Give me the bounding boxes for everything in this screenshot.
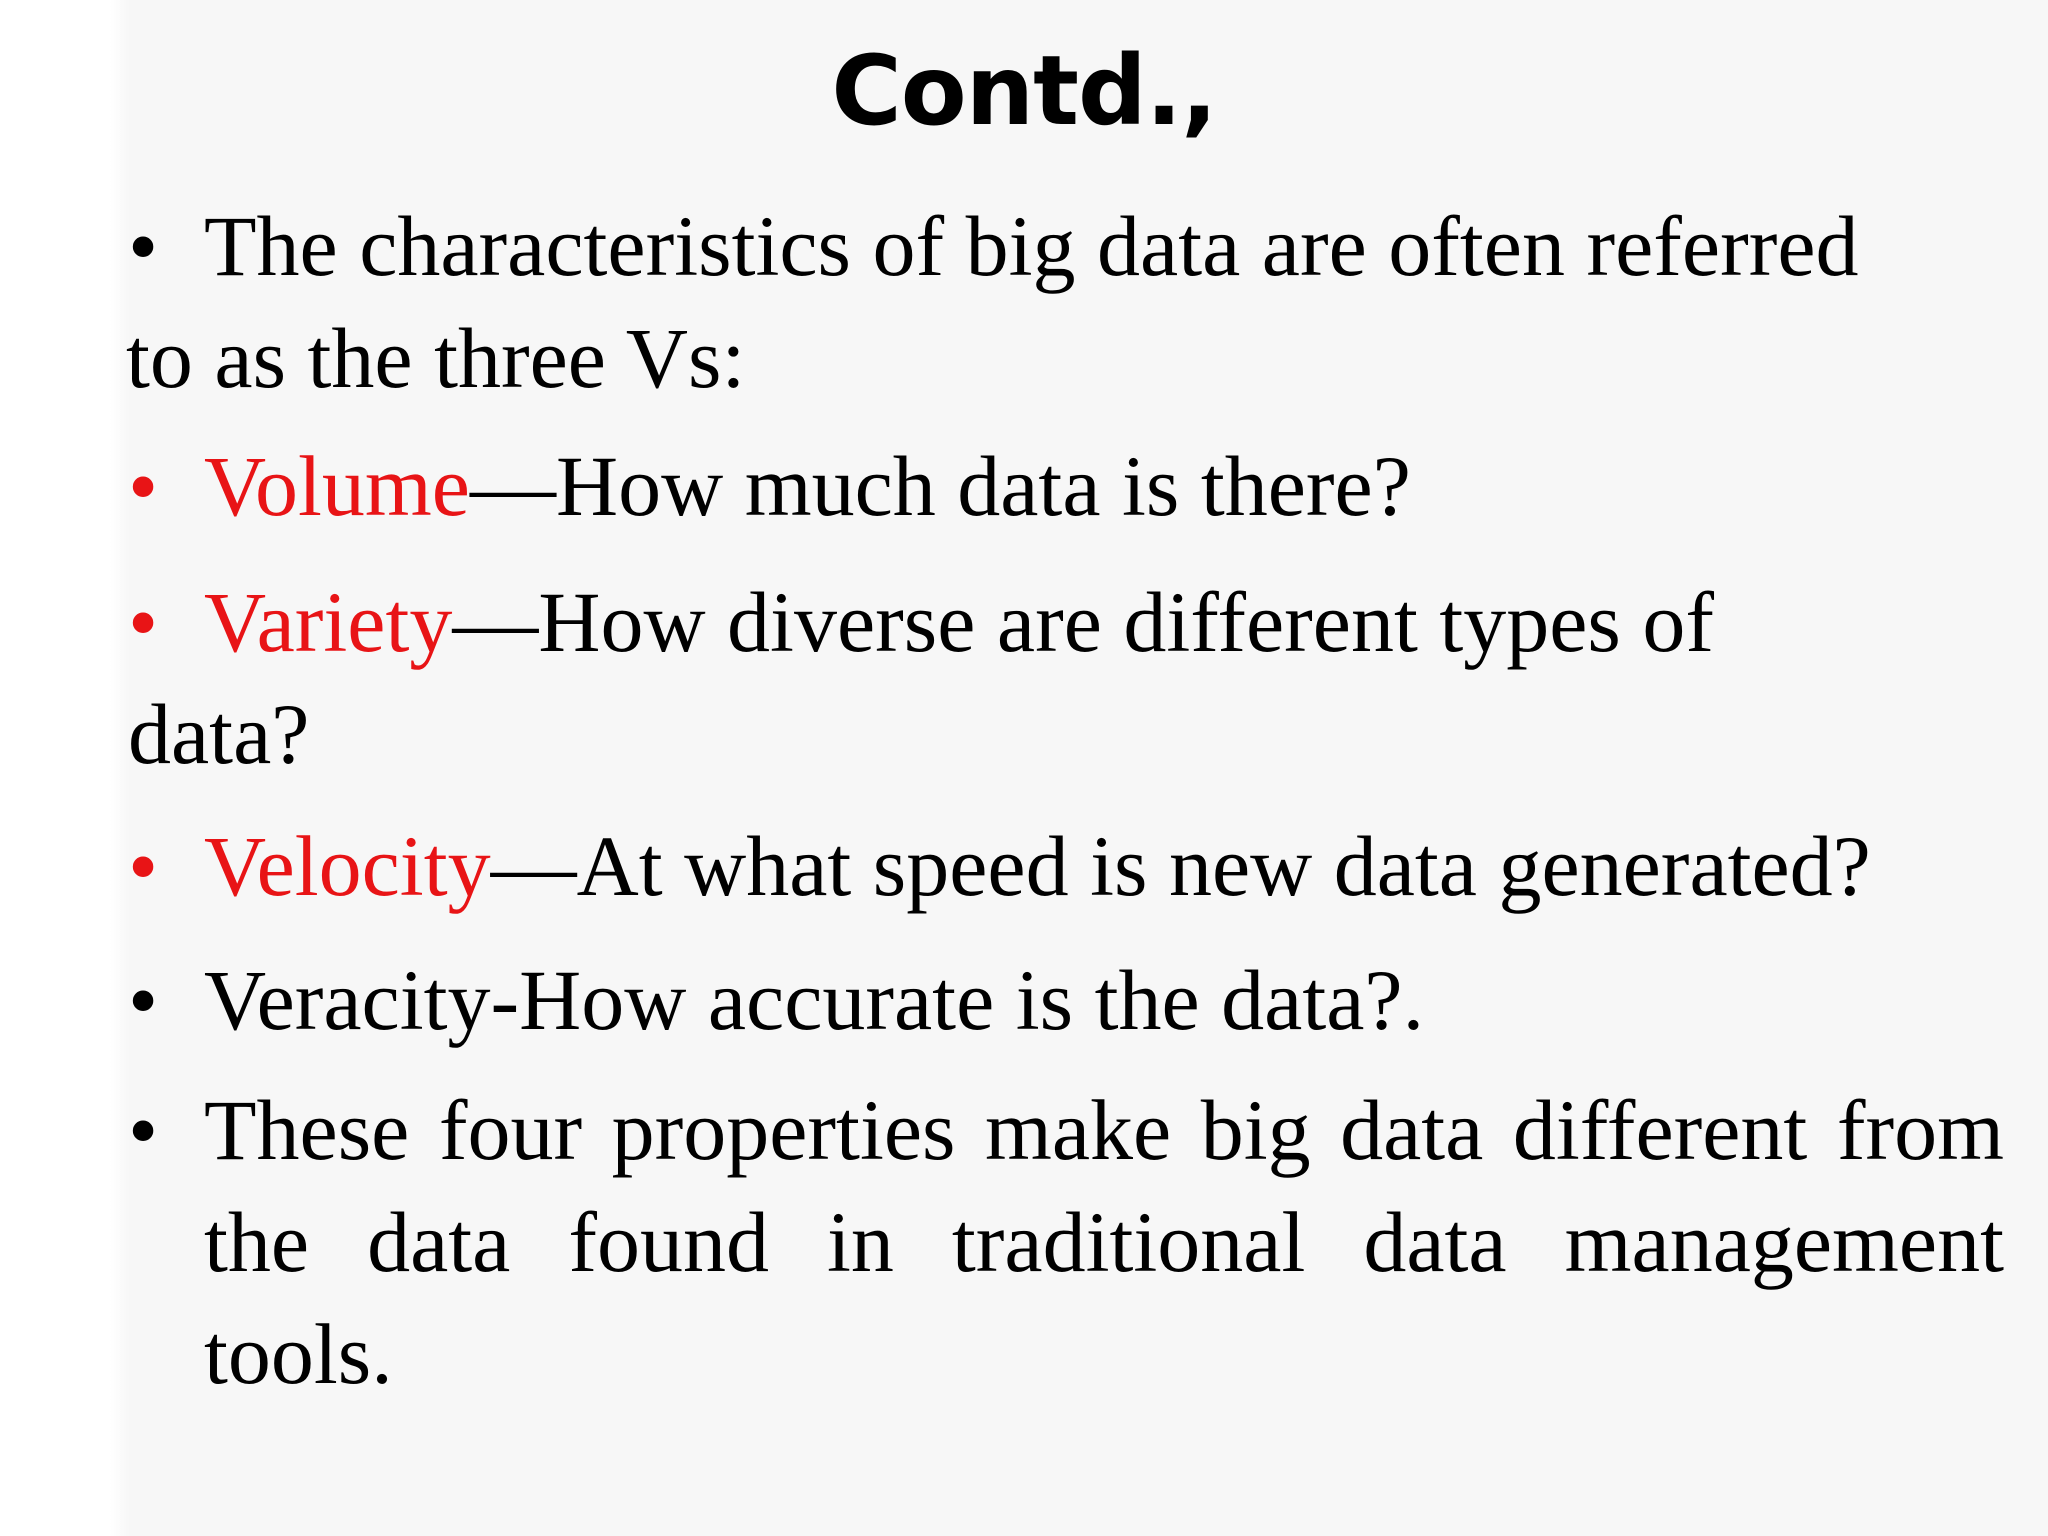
list-item (128, 190, 2008, 414)
item-text: The characteristics of big data are often referred (204, 198, 1859, 294)
list-item (128, 566, 2008, 790)
term-velocity: Velocity (204, 818, 491, 914)
item-text: How much data is there? (555, 438, 1411, 534)
bullet-icon: • (128, 198, 159, 294)
bullet-icon: • (128, 818, 159, 914)
item-continuation: data? (128, 686, 310, 782)
bullet-icon: • (128, 1082, 159, 1178)
bullet-icon: • (128, 574, 159, 670)
item-text: Veracity-How accurate is the data?. (204, 952, 1425, 1048)
slide-title: Contd., (831, 35, 1217, 147)
item-text: These four properties make big data different from the data found in traditional data management tools. (204, 1082, 2004, 1402)
item-text: How diverse are different types of (538, 574, 1715, 670)
list-item (128, 1074, 2008, 1410)
bullet-icon: • (128, 952, 159, 1048)
list-item (128, 430, 2008, 542)
em-dash: — (490, 818, 577, 914)
bullet-icon: • (128, 438, 159, 534)
em-dash: — (452, 574, 539, 670)
term-variety: Variety (204, 574, 453, 670)
bullet-list (128, 190, 2008, 1410)
term-volume: Volume (204, 438, 470, 534)
item-text: At what speed is new data generated? (576, 818, 1871, 914)
list-item (128, 944, 2008, 1056)
item-continuation: to as the three Vs: (126, 310, 746, 406)
em-dash: — (469, 438, 556, 534)
list-item (128, 810, 2008, 922)
